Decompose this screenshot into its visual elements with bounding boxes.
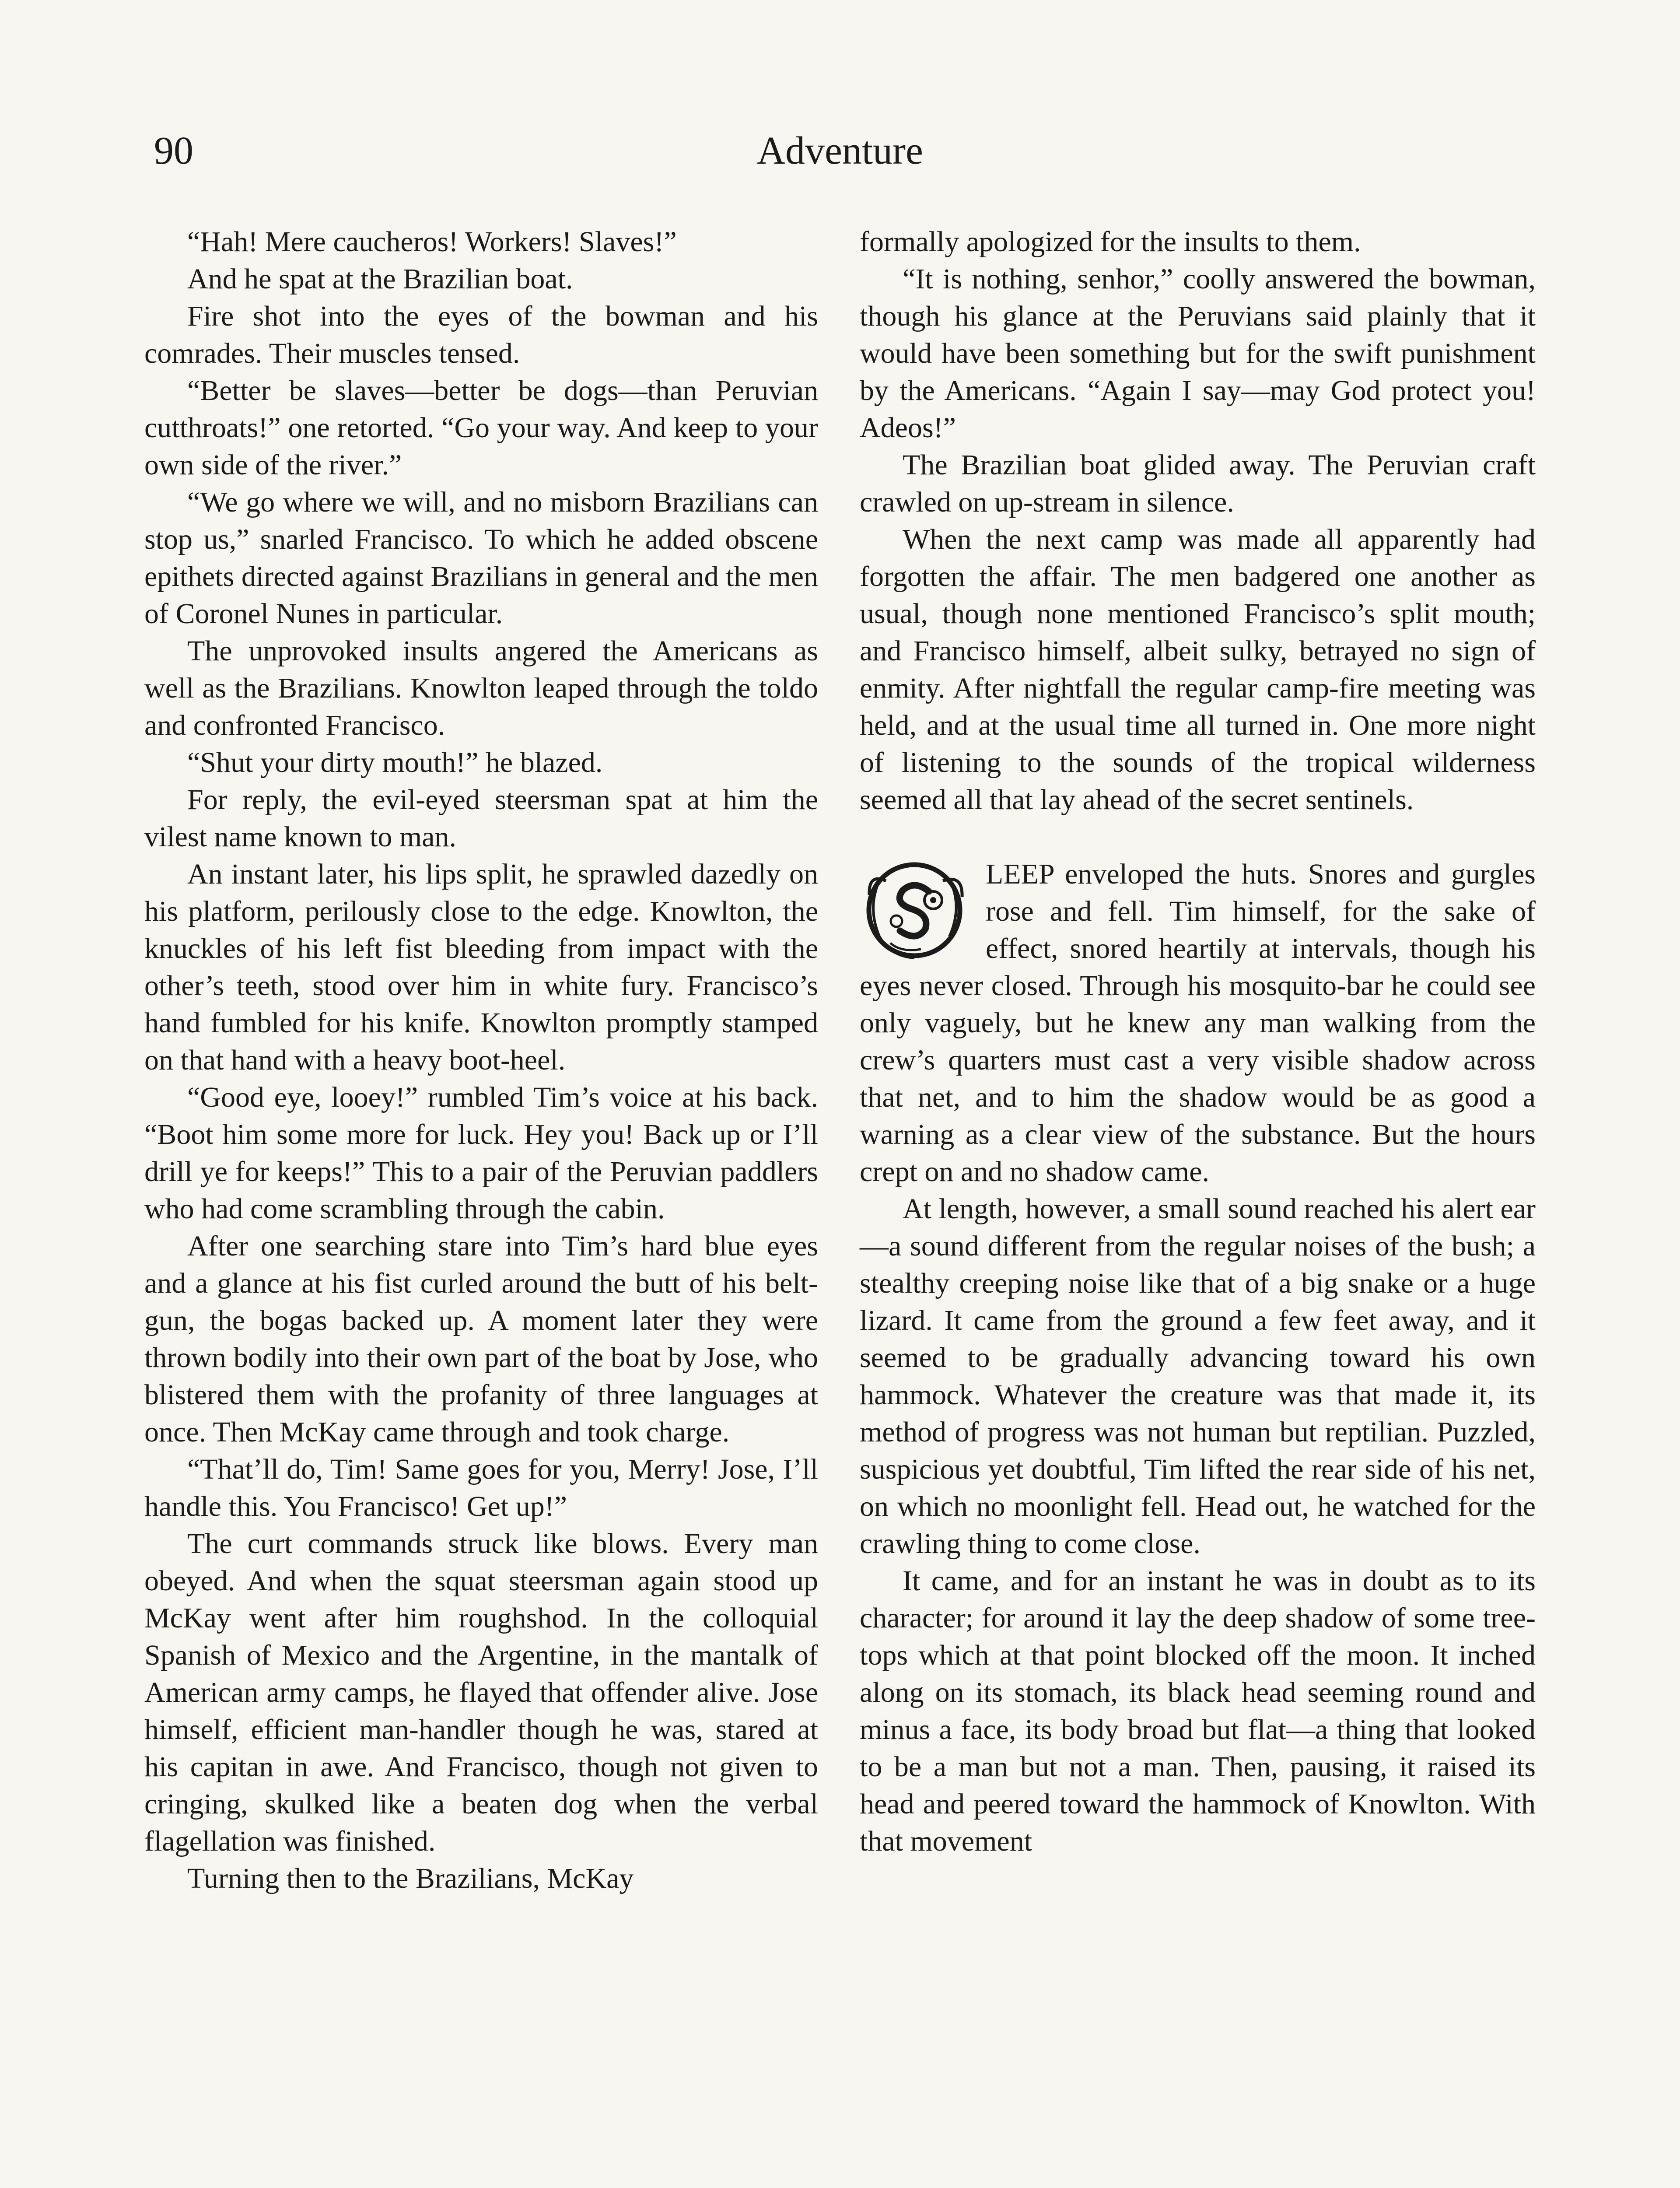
paragraph: “It is nothing, senhor,” coolly answered the bowman, though his glance at the Peruvians said plainly that it would have been something but for the swift punishment by the Americans. “Again I say—may God protect you! Adeos!” xyxy=(860,263,1536,444)
paragraph: Turning then to the Brazilians, McKay xyxy=(187,1862,634,1894)
dropcap-paragraph-text: LEEP enveloped the huts. Snores and gurgles rose and fell. Tim himself, for the sake of effect, snored heartily at intervals, though his eyes never closed. Through his mosquito-bar he could see only vaguely, but he knew any man walking from the crew’s quarters must cast a very visible shadow across that net, and to him the shadow would be as good a warning as a clear view of the substance. But the hours crept on and no shadow came. xyxy=(860,858,1536,1188)
paragraph: The curt commands struck like blows. Every man obeyed. And when the squat steersman again stood up McKay went after him roughshod. In the colloquial Spanish of Mexico and the Argentine, in the mantalk of American army camps, he flayed that offender alive. Jose himself, efficient man-handler though he was, stared at his capitan in awe. And Francisco, though not given to cringing, skulked like a beaten dog when the verbal flagellation was finished. xyxy=(144,1528,818,1857)
paragraph: For reply, the evil-eyed steersman spat at him the vilest name known to man. xyxy=(144,784,818,853)
continued-paragraph: formally apologized for the insults to them. xyxy=(860,226,1361,258)
paragraph: And he spat at the Brazilian boat. xyxy=(187,263,573,295)
paragraph: “Better be slaves—better be dogs—than Peruvian cutthroats!” one retorted. “Go your way. And keep to your own side of the river.” xyxy=(144,375,818,481)
paragraph: The Brazilian boat glided away. The Peruvian craft crawled on up-stream in silence. xyxy=(860,449,1536,518)
paragraph: “Shut your dirty mouth!” he blazed. xyxy=(187,747,603,778)
paragraph: “Good eye, looey!” rumbled Tim’s voice at his back. “Boot him some more for luck. Hey you! Back up or I’ll drill ye for keeps!” This to a pair of the Peruvian paddlers who had come scrambling through the cabin. xyxy=(144,1081,818,1225)
paragraph: The unprovoked insults angered the Americans as well as the Brazilians. Knowlton leaped through the toldo and confronted Francisco. xyxy=(144,635,818,741)
paragraph: An instant later, his lips split, he sprawled dazedly on his platform, perilously close to the edge. Knowlton, the knuckles of his left fist bleeding from impact with the other’s teeth, stood over him in white fury. Francisco’s hand fumbled for his knife. Knowlton promptly stamped on that hand with a heavy boot-heel. xyxy=(144,858,818,1076)
left-column xyxy=(144,223,818,1897)
paragraph: After one searching stare into Tim’s hard blue eyes and a glance at his fist curled around the butt of his belt-gun, the bogas backed up. A moment later they were thrown bodily into their own part of the boat by Jose, who blistered them with the profanity of three languages at once. Then McKay came through and took charge. xyxy=(144,1230,818,1448)
dropcap-paragraph xyxy=(860,856,1536,1190)
paragraph: At length, however, a small sound reached his alert ear—a sound different from the regular noises of the bush; a stealthy creeping noise like that of a big snake or a huge lizard. It came from the ground a few feet away, and it seemed to be gradually advancing toward his own hammock. Whatever the creature was that made it, its method of progress was not human but reptilian. Puzzled, suspicious yet doubtful, Tim lifted the rear side of his net, on which no moonlight fell. Head out, he watched for the crawling thing to come close. xyxy=(860,1193,1536,1560)
ornamental-dropcap-s-icon xyxy=(860,856,973,965)
running-title: Adventure xyxy=(757,129,923,172)
paragraph: Fire shot into the eyes of the bowman and his comrades. Their muscles tensed. xyxy=(144,300,818,369)
right-column xyxy=(860,223,1536,1860)
paragraph: When the next camp was made all apparently had forgotten the affair. The men badgered one another as usual, though none mentioned Francisco’s split mouth; and Francisco himself, albeit sulky, betrayed no sign of enmity. After nightfall the regular camp-fire meeting was held, and at the usual time all turned in. One more night of listening to the sounds of the tropical wilderness seemed all that lay ahead of the secret sentinels. xyxy=(860,523,1536,816)
section-break xyxy=(860,818,1536,856)
paragraph: “We go where we will, and no misborn Brazilians can stop us,” snarled Francisco. To which he added obscene epithets directed against Brazilians in general and the men of Coronel Nunes in particular. xyxy=(144,486,818,630)
paragraph: “That’ll do, Tim! Same goes for you, Merry! Jose, I’ll handle this. You Francisco! Get up!” xyxy=(144,1453,818,1522)
paragraph: It came, and for an instant he was in doubt as to its character; for around it lay the deep shadow of some tree-tops which at that point blocked off the moon. It inched along on its stomach, its black head seeming round and minus a face, its body broad but flat—a thing that looked to be a man but not a man. Then, pausing, it raised its head and peered toward the hammock of Knowlton. With that movement xyxy=(860,1565,1536,1857)
paragraph: “Hah! Mere caucheros! Workers! Slaves!” xyxy=(187,226,677,258)
page-number: 90 xyxy=(154,129,193,172)
